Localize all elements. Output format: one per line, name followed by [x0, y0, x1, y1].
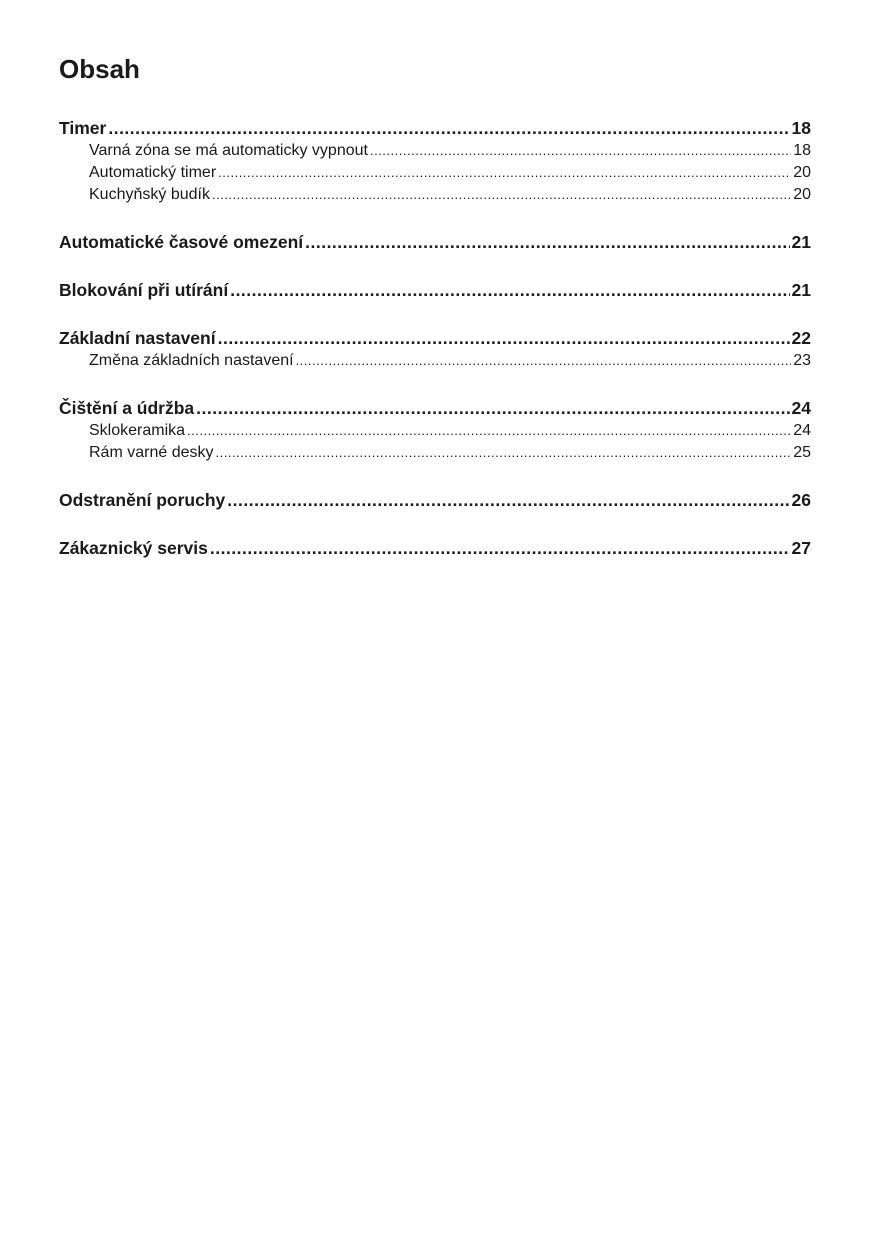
toc-section-timer: [59, 116, 811, 206]
toc-entry-basic-settings[interactable]: [59, 326, 811, 350]
toc-entry-timer[interactable]: [59, 116, 811, 140]
page-title: Obsah: [59, 54, 140, 84]
toc-subentry-hob-frame[interactable]: [59, 442, 811, 464]
toc-entry-page: 27: [791, 538, 811, 558]
leader-dots: [370, 140, 791, 162]
toc-entry-page: 21: [791, 280, 811, 300]
leader-dots: [296, 350, 792, 372]
leader-dots: [187, 420, 791, 442]
toc-entry-time-limit[interactable]: [59, 230, 811, 254]
toc-subentry-label: Kuchyňský budík: [89, 186, 210, 203]
toc-subentry-page: 25: [793, 444, 811, 461]
toc-section-troubleshooting: [59, 488, 811, 512]
toc-subentry-page: 18: [793, 142, 811, 159]
leader-dots: [216, 442, 792, 464]
leader-dots: [230, 278, 789, 302]
toc-section-basic-settings: [59, 326, 811, 372]
toc-entry-page: 22: [791, 328, 811, 348]
leader-dots: [212, 184, 791, 206]
toc-entry-customer-service[interactable]: [59, 536, 811, 560]
leader-dots: [305, 230, 789, 254]
toc-section-time-limit: [59, 230, 811, 254]
toc-subentry-label: Změna základních nastavení: [89, 352, 294, 369]
toc-entry-label: Odstranění poruchy: [59, 490, 226, 510]
toc-subentry-kitchen-timer[interactable]: [59, 184, 811, 206]
toc-entry-page: 26: [791, 490, 811, 510]
toc-entry-troubleshooting[interactable]: [59, 488, 811, 512]
toc-entry-cleaning[interactable]: [59, 396, 811, 420]
toc-subentry-automatic-timer[interactable]: [59, 162, 811, 184]
toc-subentry-automatic-off[interactable]: [59, 140, 811, 162]
toc-subentry-change-settings[interactable]: [59, 350, 811, 372]
toc-entry-page: 21: [791, 232, 811, 252]
toc-subentry-label: Rám varné desky: [89, 444, 214, 461]
toc-entry-label: Automatické časové omezení: [59, 232, 304, 252]
leader-dots: [196, 396, 789, 420]
toc-entry-label: Zákaznický servis: [59, 538, 208, 558]
toc-entry-wipe-lock[interactable]: [59, 278, 811, 302]
toc-entry-label: Blokování při utírání: [59, 280, 229, 300]
toc-entry-page: 18: [791, 118, 811, 138]
leader-dots: [108, 116, 789, 140]
toc-subentry-page: 20: [793, 186, 811, 203]
toc-entry-label: Základní nastavení: [59, 328, 216, 348]
toc-subentry-label: Sklokeramika: [89, 422, 186, 439]
toc-subentry-page: 20: [793, 164, 811, 181]
toc-section-cleaning: [59, 396, 811, 464]
toc-subentry-label: Varná zóna se má automaticky vypnout: [89, 142, 368, 159]
toc-subentry-ceramic-glass[interactable]: [59, 420, 811, 442]
leader-dots: [210, 536, 790, 560]
table-of-contents: [59, 116, 811, 560]
toc-entry-label: Čištění a údržba: [59, 398, 195, 418]
toc-subentry-page: 24: [793, 422, 811, 439]
toc-subentry-page: 23: [793, 352, 811, 369]
toc-entry-label: Timer: [59, 118, 107, 138]
leader-dots: [218, 162, 791, 184]
toc-subentry-label: Automatický timer: [89, 164, 217, 181]
toc-entry-page: 24: [791, 398, 811, 418]
toc-section-wipe-lock: [59, 278, 811, 302]
leader-dots: [218, 326, 790, 350]
leader-dots: [227, 488, 789, 512]
toc-section-customer-service: [59, 536, 811, 560]
